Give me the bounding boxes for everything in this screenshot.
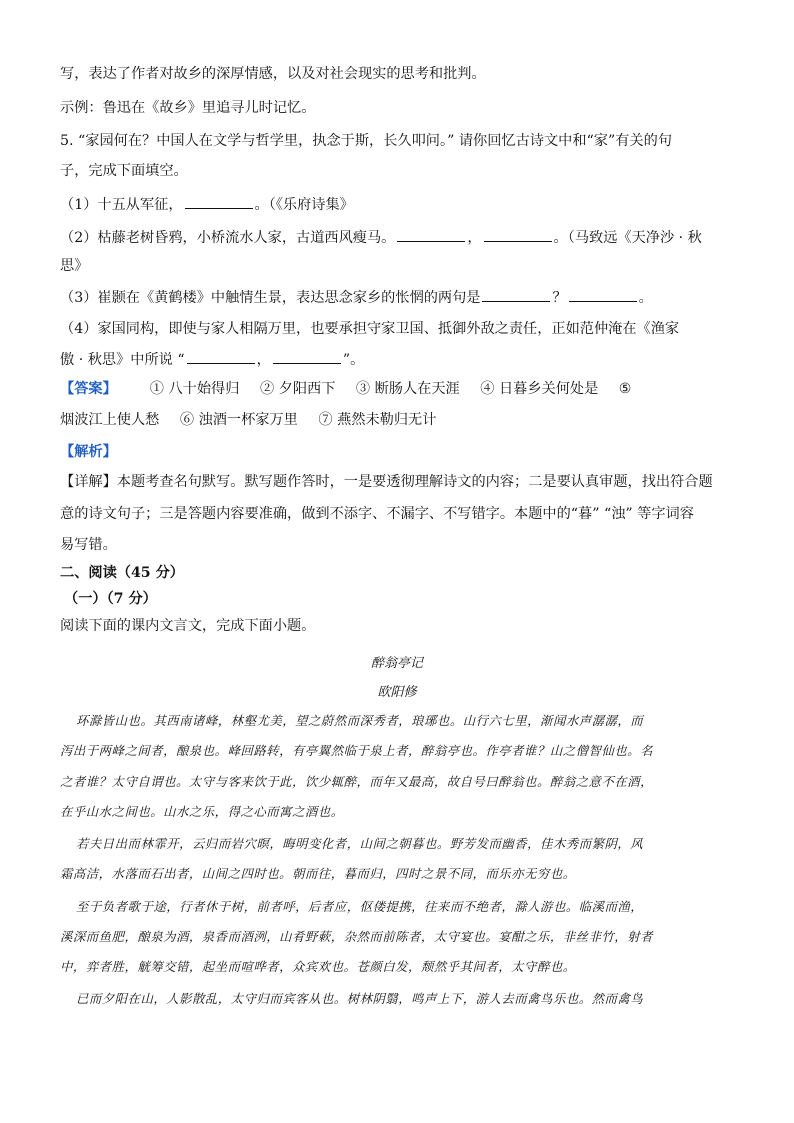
answer-blank[interactable]: [397, 227, 465, 242]
answer-item: ⑤: [618, 381, 632, 397]
item-text: 傲 · 秋思》中所说 “: [60, 352, 185, 368]
instruction: 阅读下面的课内文言文，完成下面小题。: [60, 618, 316, 634]
passage-author: 欧阳修: [377, 685, 417, 700]
answer-blank[interactable]: [569, 287, 637, 302]
passage-line: 已而夕阳在山，人影散乱，太守归而宾客从也。树林阴翳，鸣声上下，游人去而禽鸟乐也。然而禽鸟: [76, 991, 644, 1006]
item-text: 。: [638, 290, 653, 306]
item-text: 。（《乐府诗集》: [254, 197, 354, 213]
answer-item: ③ 断肠人在天涯: [355, 381, 460, 397]
answer-item: ① 八十始得归: [149, 381, 240, 397]
answer-blank[interactable]: [482, 287, 550, 302]
answer-item: ⑥ 浊酒一杯家万里: [179, 412, 298, 428]
detail-text: 本题考查名句默写。默写题作答时，一是要透彻理解诗文的内容；二是要认真审题，找出符合题: [116, 474, 713, 490]
passage-line: 之者谁？太守自谓也。太守与客来饮于此，饮少辄醉，而年又最高，故自号曰醉翁也。醉翁之意不在酒，: [60, 774, 653, 789]
item-text: ，: [467, 230, 482, 246]
answer-item: ② 夕阳西下: [259, 381, 336, 397]
detail-line: [60, 472, 713, 492]
passage-line: 中，弈者胜，觥筹交错，起坐而喧哗者，众宾欢也。苍颜白发，颓然乎其间者，太守醉也。: [60, 959, 576, 974]
item-text: 。（马致远《天净沙 · 秋: [553, 230, 702, 246]
passage-title: 醉翁亭记: [370, 656, 423, 671]
question-5-stem: 子，完成下面填空。: [60, 163, 188, 179]
item-text: ”。: [342, 352, 365, 368]
answer-blank[interactable]: [185, 194, 253, 209]
item-text: （2）枯藤老树昏鸦，小桥流水人家，古道西风瘦马。: [60, 230, 396, 246]
answer-item: 烟波江上使人愁: [60, 412, 160, 428]
analysis-tag: [60, 442, 117, 462]
answer-line: [60, 379, 648, 399]
answer-blank[interactable]: [187, 349, 255, 364]
answer-blank[interactable]: [484, 227, 552, 242]
item-text: （3）崔颢在《黄鹤楼》中触情生景，表达思念家乡的怅惘的两句是: [60, 290, 481, 306]
passage-line: 溪深而鱼肥，酿泉为酒，泉香而酒洌，山肴野蔌，杂然而前陈者，太守宴也。宴酣之乐，非丝非竹，射者: [60, 929, 653, 944]
passage-line: 在乎山水之间也。山水之乐，得之心而寓之酒也。: [60, 804, 344, 819]
text-line: 思》: [60, 258, 89, 274]
text-line: 写，表达了作者对故乡的深厚情感，以及对社会现实的思考和批判。: [60, 66, 486, 82]
passage-line: 泻出于两峰之间者，酿泉也。峰回路转，有亭翼然临于泉上者，醉翁亭也。作亭者谁？山之僧智仙也。名: [60, 743, 653, 758]
subsection-title: （一）（7 分）: [64, 591, 157, 607]
text-line: 示例：鲁迅在《故乡》里追寻儿时记忆。: [60, 100, 316, 116]
question-5-stem: 5. “家园何在？中国人在文学与哲学里，执念于斯，长久叩问。” 请你回忆古诗文中和“家”有关的句: [60, 133, 672, 149]
question-5-item-4: （4）家国同构，即使与家人相隔万里，也要承担守家卫国、抵御外敌之责任，正如范仲淹在《渔家: [60, 321, 680, 337]
answer-item: ④ 日暮乡关何处是: [480, 381, 599, 397]
detail-line: 意的诗文句子；三是答题内容要准确，做到不添字、不漏字、不写错字。本题中的“暮” “浊” 等字词容: [60, 506, 694, 522]
detail-tag: 【详解】: [60, 474, 117, 490]
question-5-item-4-cont: [60, 349, 364, 370]
detail-line: 易写错。: [60, 537, 117, 553]
answer-tag: 【答案】: [60, 381, 117, 397]
item-text: ？: [552, 290, 567, 306]
section-title: 二、阅读（45 分）: [60, 565, 184, 581]
question-5-item-3: [60, 287, 653, 308]
question-5-item-2: [60, 227, 702, 248]
answer-line-2: [60, 410, 452, 430]
passage-line: 至于负者歌于途，行者休于树，前者呼，后者应，伛偻提携，往来而不绝者，滁人游也。临溪而渔，: [76, 899, 644, 914]
passage-line: 环滁皆山也。其西南诸峰，林壑尤美，望之蔚然而深秀者，琅琊也。山行六七里，渐闻水声潺潺，而: [76, 713, 644, 728]
item-text: （1）十五从军征，: [60, 197, 183, 213]
question-5-item-1: [60, 194, 354, 215]
passage-line: 霜高洁，水落而石出者，山间之四时也。朝而往，暮而归，四时之景不同，而乐亦无穷也。: [60, 866, 576, 881]
analysis-label: 【解析】: [60, 444, 117, 460]
passage-line: 若夫日出而林霏开，云归而岩穴暝，晦明变化者，山间之朝暮也。野芳发而幽香，佳木秀而繁阴，风: [76, 836, 644, 851]
answer-item: ⑦ 燕然未勒归无计: [318, 412, 437, 428]
item-text: ，: [256, 352, 271, 368]
answer-blank[interactable]: [273, 349, 341, 364]
